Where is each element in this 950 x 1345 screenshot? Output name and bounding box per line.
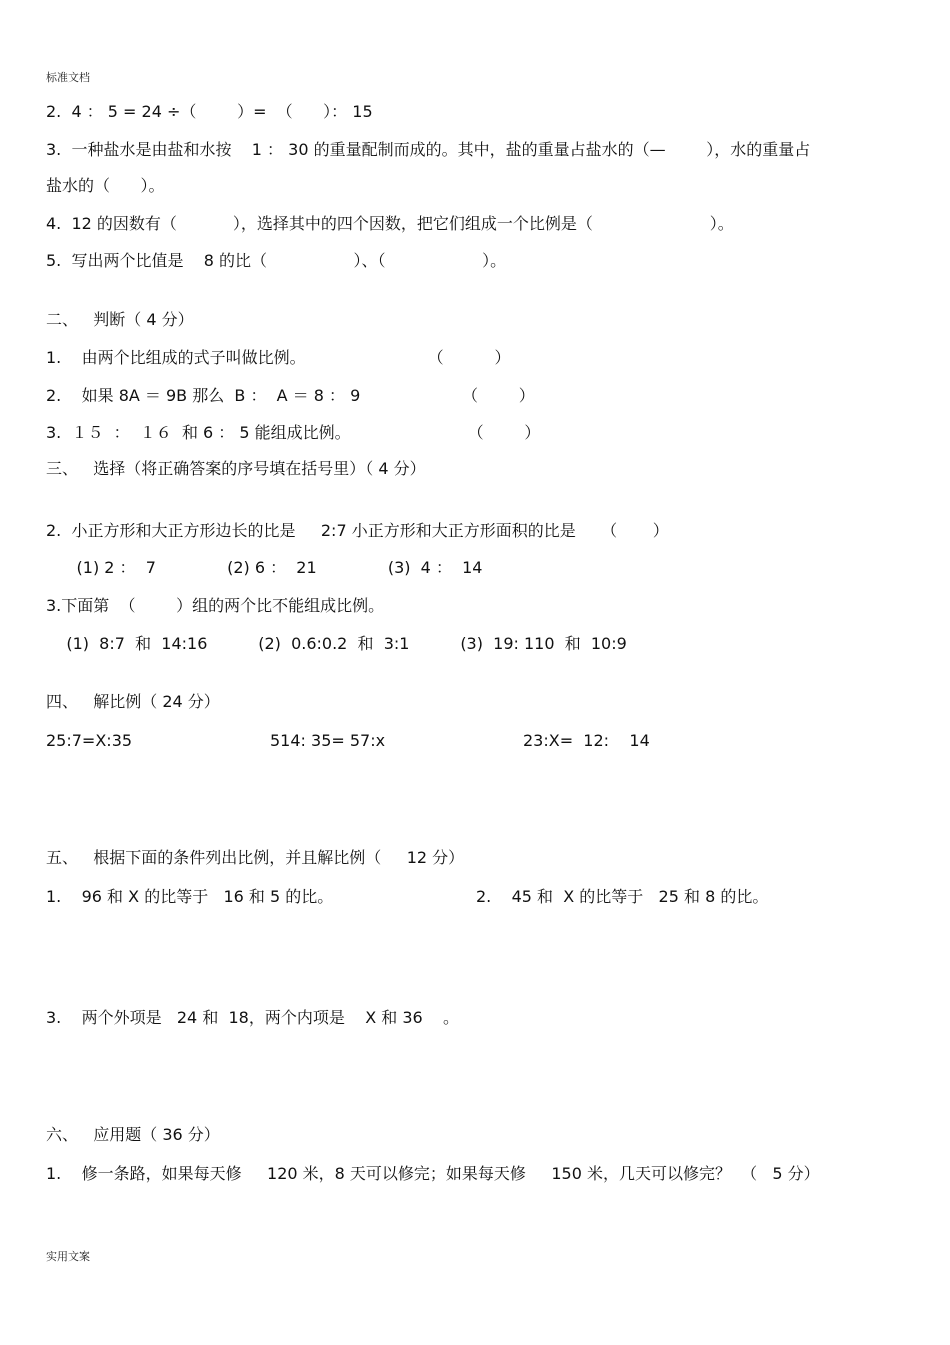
list-solve-question-1: 1. 96 和 X 的比等于 16 和 5 的比。 [46,887,334,906]
judge-question-2: 2. 如果 8A ＝ 9B 那么 B ： A ＝ 8 ： 9 （ ） [46,386,535,405]
fill-question-3-line-1: 3. 一种盐水是由盐和水按 1 ： 30 的重量配制而成的。其中，盐的重量占盐水的（— ），水的重量占 [46,140,811,159]
choose-question-2: 2. 小正方形和大正方形边长的比是 2:7 小正方形和大正方形面积的比是 （ ） [46,521,669,540]
solve-equation-2: 514: 35= 57:x [270,731,386,750]
section-judge-title: 二、 判断（ 4 分） [46,310,194,329]
apply-question-1: 1. 修一条路，如果每天修 120 米，8 天可以修完；如果每天修 150 米，几天可以修完？ （ 5 分） [46,1164,820,1183]
solve-equation-3: 23:X= 12: 14 [523,731,650,750]
choose-question-2-options: (1) 2 ： 7 (2) 6 ： 21 (3) 4 ： 14 [46,558,483,577]
page-header: 标准文档 [46,71,90,84]
judge-question-3: 3. １５ ： １６ 和 6 ： 5 能组成比例。 （ ） [46,423,541,442]
list-solve-question-2: 2. 45 和 X 的比等于 25 和 8 的比。 [476,887,769,906]
choose-question-3-options: (1) 8:7 和 14:16 (2) 0.6:0.2 和 3:1 (3) 19: 110 和 10:9 [46,634,627,653]
fill-question-5: 5. 写出两个比值是 8 的比（ ）、（ ）。 [46,251,507,270]
section-apply-title: 六、 应用题（ 36 分） [46,1125,220,1144]
section-choose-title: 三、 选择（将正确答案的序号填在括号里）（ 4 分） [46,459,426,478]
fill-question-2: 2. 4 ： 5 = 24 ÷（ ）= （ ）： 15 [46,102,373,121]
section-list-solve-title: 五、 根据下面的条件列出比例，并且解比例（ 12 分） [46,848,465,867]
choose-question-3: 3.下面第 （ ）组的两个比不能组成比例。 [46,596,385,615]
page-footer: 实用文案 [46,1250,90,1263]
list-solve-question-3: 3. 两个外项是 24 和 18，两个内项是 X 和 36 。 [46,1008,460,1027]
section-solve-title: 四、 解比例（ 24 分） [46,692,220,711]
solve-equation-1: 25:7=X:35 [46,731,133,750]
fill-question-4: 4. 12 的因数有（ ），选择其中的四个因数，把它们组成一个比例是（ ）。 [46,214,734,233]
judge-question-1: 1. 由两个比组成的式子叫做比例。 （ ） [46,348,511,367]
fill-question-3-line-2: 盐水的（ ）。 [46,176,165,195]
